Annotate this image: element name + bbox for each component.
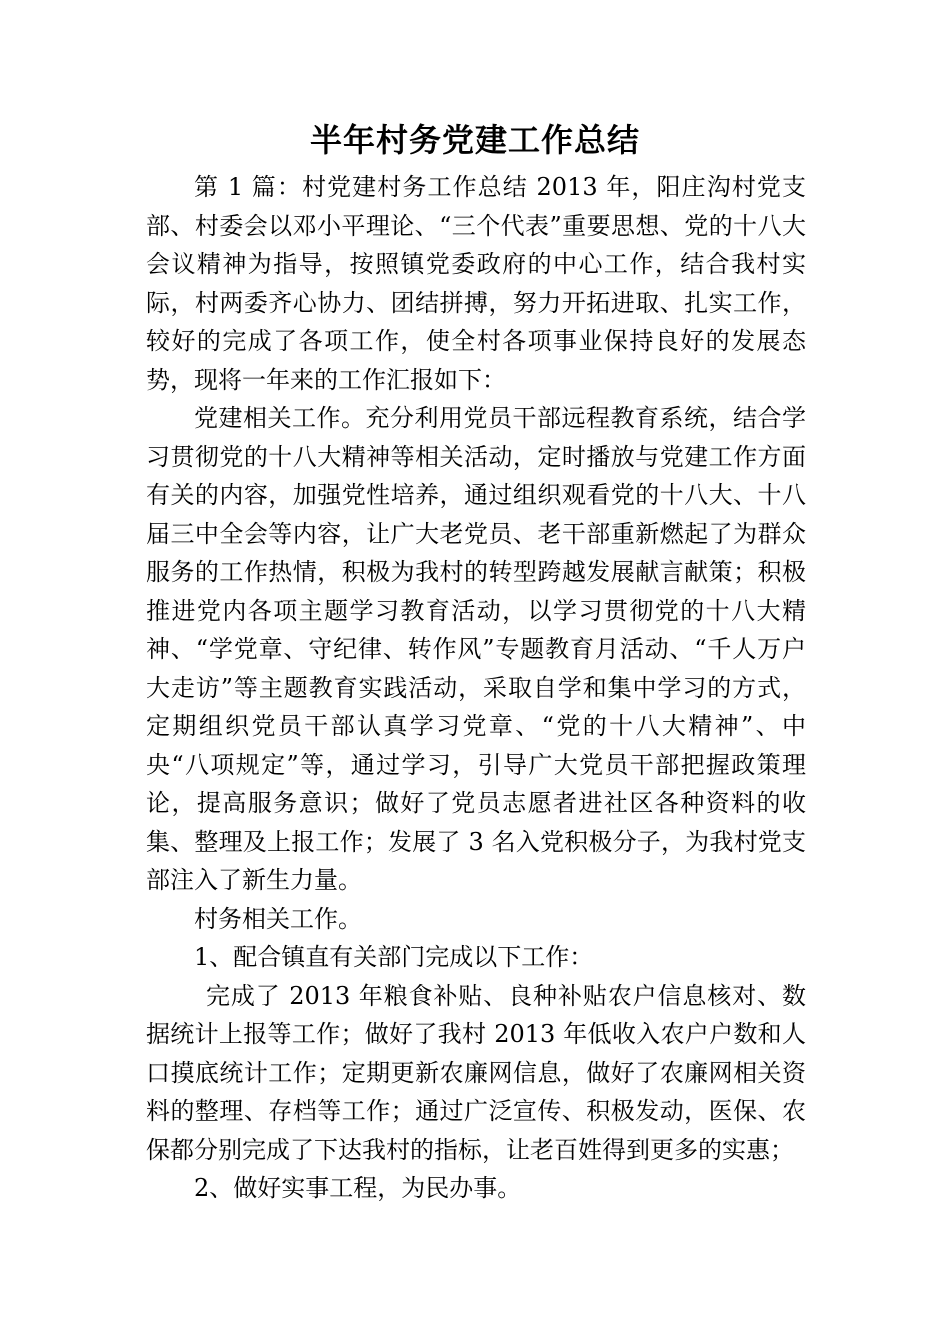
document-body bbox=[146, 168, 806, 1208]
paragraph-party-building: 党建相关工作。充分利用党员干部远程教育系统，结合学习贯彻党的十八大精神等相关活动，定时播放与党建工作方面有关的内容，加强党性培养，通过组织观看党的十八大、十八届三中全会等内容，让广大老党员、老干部重新燃起了为群众服务的工作热情，积极为我村的转型跨越发展献言献策；积极推进党内各项主题学习教育活动，以学习贯彻党的十八大精神、“学党章、守纪律、转作风”专题教育月活动、“千人万户大走访”等主题教育实践活动，采取自学和集中学习的方式，定期组织党员干部认真学习党章、“党的十八大精神”、中央“八项规定”等，通过学习，引导广大党员干部把握政策理论，提高服务意识；做好了党员志愿者进社区各种资料的收集、整理及上报工作；发展了 3 名入党积极分子，为我村党支部注入了新生力量。 bbox=[146, 404, 806, 894]
paragraph-intro: 第 1 篇：村党建村务工作总结 2013 年，阳庄沟村党支部、村委会以邓小平理论、“三个代表”重要思想、党的十八大会议精神为指导，按照镇党委政府的中心工作，结合我村实际，村两委齐心协力、团结拼搏，努力开拓进取、扎实工作，较好的完成了各项工作，使全村各项事业保持良好的发展态势，现将一年来的工作汇报如下： bbox=[146, 173, 806, 394]
paragraph-item-1-detail: 完成了 2013 年粮食补贴、良种补贴农户信息核对、数据统计上报等工作；做好了我村 2013 年低收入农户户数和人口摸底统计工作；定期更新农廉网信息，做好了农廉网相关资料的整理、存档等工作；通过广泛宣传、积极发动，医保、农保都分别完成了下达我村的指标，让老百姓得到更多的实惠； bbox=[146, 981, 806, 1164]
document-title: 半年村务党建工作总结 bbox=[309, 121, 640, 159]
paragraph-item-2-heading: 2、做好实事工程，为民办事。 bbox=[194, 1174, 522, 1202]
paragraph-item-1-heading: 1、配合镇直有关部门完成以下工作： bbox=[194, 943, 594, 971]
paragraph-village-affairs-heading: 村务相关工作。 bbox=[194, 904, 362, 933]
